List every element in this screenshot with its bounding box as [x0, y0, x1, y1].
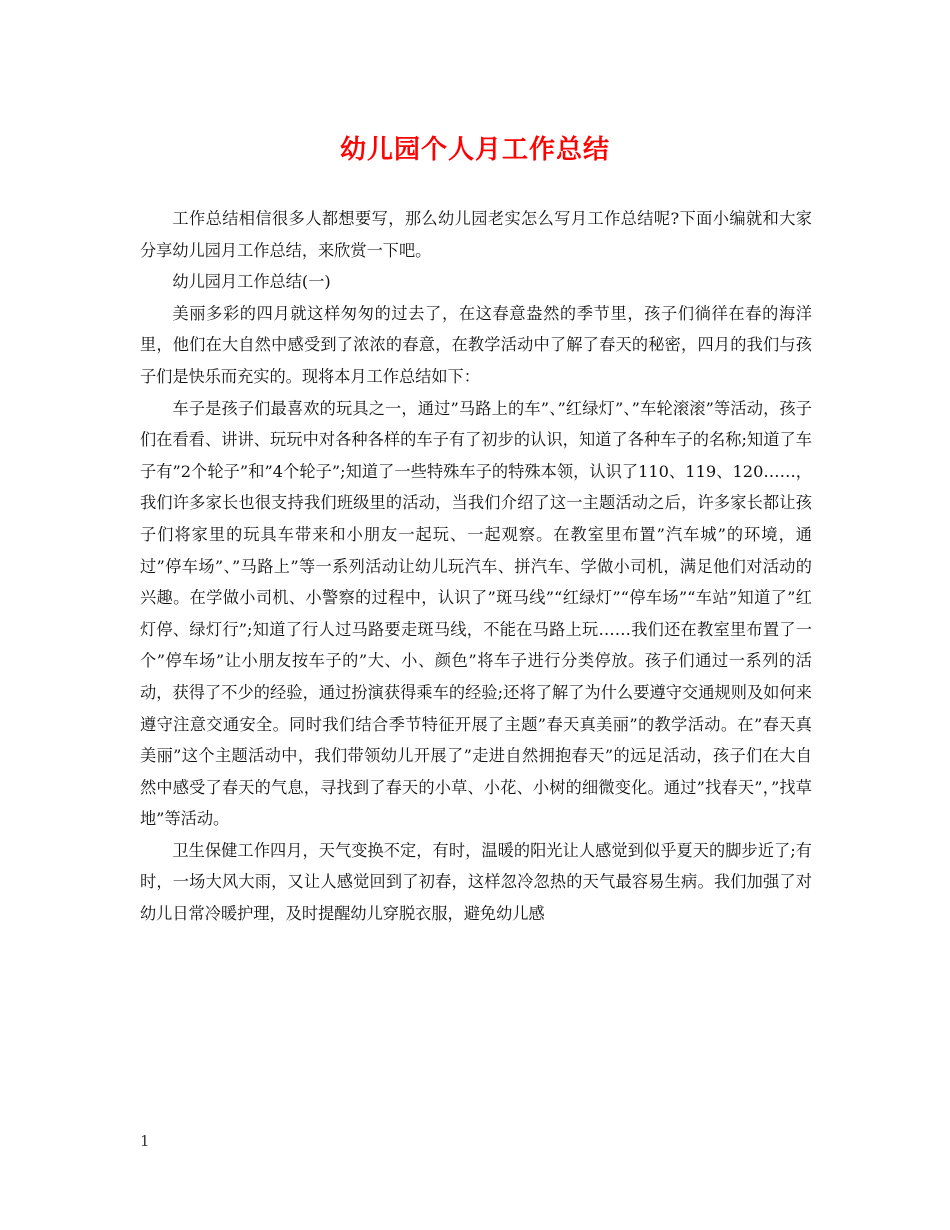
section-heading: 幼儿园月工作总结(一)	[172, 272, 331, 292]
document-body	[140, 203, 812, 930]
body-paragraph: 美丽多彩的四月就这样匆匆的过去了，在这春意盎然的季节里，孩子们徜徉在春的海洋里，他们在大自然中感受到了浓浓的春意，在教学活动中了解了春天的秘密，四月的我们与孩子们是快乐而充实的。现将本月工作总结如下：	[140, 303, 812, 386]
intro-paragraph: 工作总结相信很多人都想要写，那么幼儿园老实怎么写月工作总结呢?下面小编就和大家分享幼儿园月工作总结，来欣赏一下吧。	[140, 209, 812, 260]
page-title: 幼儿园个人月工作总结	[339, 135, 610, 165]
body-paragraph: 卫生保健工作四月，天气变换不定，有时，温暖的阳光让人感觉到似乎夏天的脚步近了;有时，一场大风大雨，又让人感觉回到了初春，这样忽冷忽热的天气最容易生病。我们加强了对幼儿日常冷暖护理，及时提醒幼儿穿脱衣服，避免幼儿感	[140, 840, 812, 924]
page-number: 1	[140, 1132, 150, 1150]
body-paragraph: 车子是孩子们最喜欢的玩具之一，通过”马路上的车”、”红绿灯”、”车轮滚滚”等活动，孩子们在看看、讲讲、玩玩中对各种各样的车子有了初步的认识，知道了各种车子的名称;知道了车子有”2个轮子”和”4个轮子”;知道了一些特殊车子的特殊本领，认识了110、119、120……，我们许多家长也很支持我们班级里的活动，当我们介绍了这一主题活动之后，许多家长都让孩子们将家里的玩具车带来和小朋友一起玩、一起观察。在教室里布置”汽车城”的环境，通过”停车场”、”马路上”等一系列活动让幼儿玩汽车、拼汽车、学做小司机，满足他们对活动的兴趣。在学做小司机、小警察的过程中，认识了”斑马线”“红绿灯”“停车场”“车站”知道了”红灯停、绿灯行”;知道了行人过马路要走斑马线，不能在马路上玩……我们还在教室里布置了一个”停车场”让小朋友按车子的”大、小、颜色”将车子进行分类停放。孩子们通过一系列的活动，获得了不少的经验，通过扮演获得乘车的经验;还将了解了为什么要遵守交通规则及如何来遵守注意交通安全。同时我们结合季节特征开展了主题”春天真美丽”的教学活动。在”春天真美丽”这个主题活动中，我们带领幼儿开展了”走进自然拥抱春天”的远足活动，孩子们在大自然中感受了春天的气息，寻找到了春天的小草、小花、小树的细微变化。通过”找春天”，”找草地”等活动。	[140, 398, 812, 829]
